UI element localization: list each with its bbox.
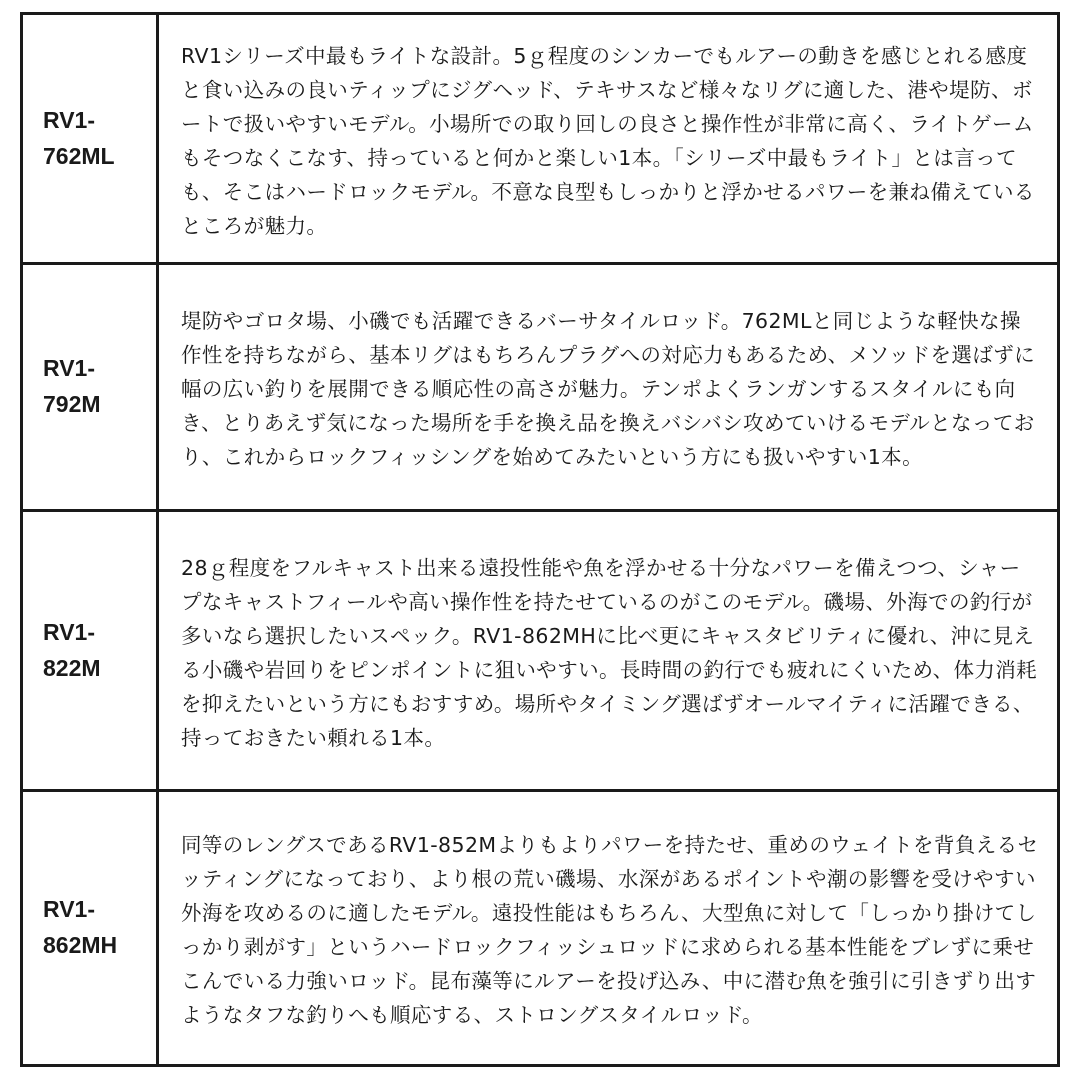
model-name: RV1-822M	[43, 618, 101, 681]
model-cell	[23, 792, 159, 1064]
model-name: RV1-762ML	[43, 106, 115, 169]
model-cell	[23, 265, 159, 509]
table-row	[23, 262, 1057, 509]
table-row	[23, 789, 1057, 1064]
description-cell	[159, 512, 1057, 789]
table-row	[23, 15, 1057, 262]
table-row	[23, 509, 1057, 789]
model-name: RV1-862MH	[43, 896, 118, 958]
description-cell	[159, 15, 1057, 262]
model-description: 堤防やゴロタ場、小磯でも活躍できるバーサタイルロッド。762MLと同じような軽快な操作性を持ちながら、基本リグはもちろんプラグへの対応力もあるため、メソッドを選ばずに幅の広い釣りを展開できる順応性の高さが魅力。テンポよくランガンするスタイルにも向き、とりあえず気になった場所を手を換え品を換えバシバシ攻めていけるモデルとなっており、これからロックフィッシングを始めてみたいという方にも扱いやすい1本。	[181, 309, 1036, 469]
model-description: 同等のレングスであるRV1-852Mよりもよりパワーを持たせ、重めのウェイトを背負えるセッティングになっており、より根の荒い磯場、水深があるポイントや潮の影響を受けやすい外海を攻めるのに適したモデル。遠投性能はもちろん、大型魚に対して「しっかり掛けてしっかり剥がす」というハードロックフィッシュロッドに求められる基本性能をブレずに乗せこんでいる力強いロッド。昆布藻等にルアーを投げ込み、中に潜む魚を強引に引きずり出すようなタフな釣りへも順応する、ストロングスタイルロッド。	[181, 833, 1039, 1027]
model-cell	[23, 15, 159, 262]
description-cell	[159, 792, 1057, 1064]
model-description: RV1シリーズ中最もライトな設計。5ｇ程度のシンカーでもルアーの動きを感じとれる感度と食い込みの良いティップにジグヘッド、テキサスなど様々なリグに適した、港や堤防、ボートで扱いやすいモデル。小場所での取り回しの良さと操作性が非常に高く、ライトゲームもそつなくこなす、持っていると何かと楽しい1本。「シリーズ中最もライト」とは言っても、そこはハードロックモデル。不意な良型もしっかりと浮かせるパワーを兼ね備えているところが魅力。	[181, 43, 1035, 238]
model-name: RV1-792M	[43, 355, 101, 417]
rod-spec-table	[20, 12, 1060, 1067]
model-description: 28ｇ程度をフルキャスト出来る遠投性能や魚を浮かせる十分なパワーを備えつつ、シャープなキャストフィールや高い操作性を持たせているのがこのモデル。磯場、外海での釣行が多いなら選択したいスペック。RV1-862MHに比べ更にキャスタビリティに優れ、沖に見える小磯や岩回りをピンポイントに狙いやすい。長時間の釣行でも疲れにくいため、体力消耗を抑えたいという方にもおすすめ。場所やタイミング選ばずオールマイティに活躍できる、持っておきたい頼れる1本。	[181, 555, 1038, 750]
model-cell	[23, 512, 159, 789]
description-cell	[159, 265, 1057, 509]
